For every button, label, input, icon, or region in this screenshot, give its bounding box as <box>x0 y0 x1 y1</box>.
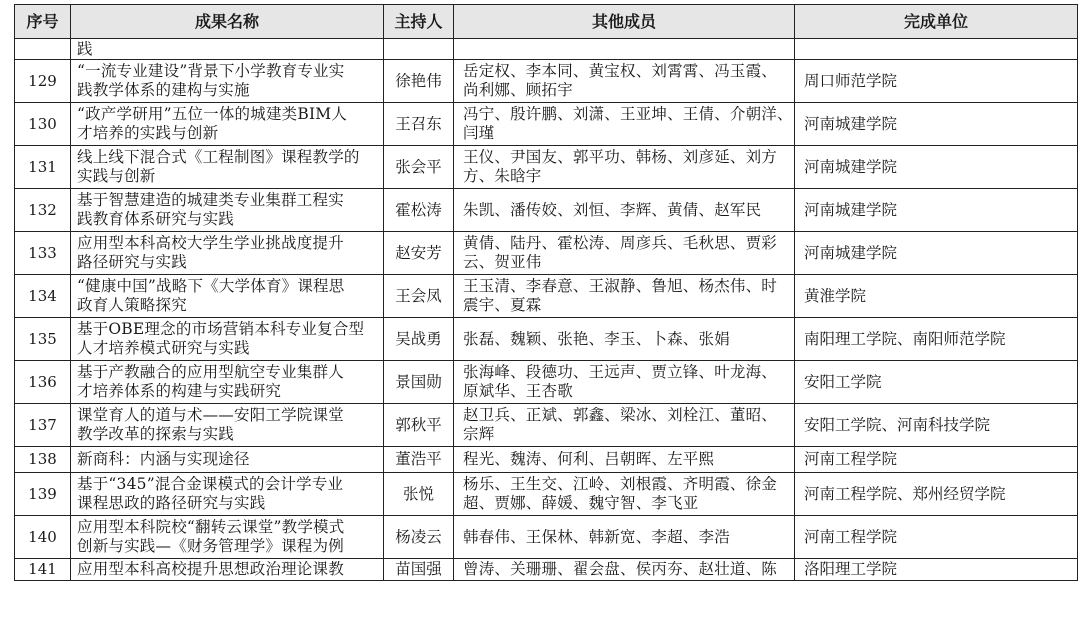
cell-members <box>454 232 795 275</box>
header-index: 序号 <box>15 5 71 39</box>
cell-members <box>454 559 795 581</box>
cell-members <box>454 275 795 318</box>
cell-index: 133 <box>15 232 71 275</box>
cell-unit <box>795 39 1078 60</box>
table-row <box>15 146 1078 189</box>
cell-host: 吴战勇 <box>384 318 454 361</box>
cell-name-line: “政产学研用”五位一体的城建类BIM人 <box>77 105 348 123</box>
cell-unit: 河南工程学院、郑州经贸学院 <box>795 473 1078 516</box>
cell-name <box>71 447 384 473</box>
cell-members-line: 程光、魏涛、何利、吕朝晖、左平熙 <box>463 450 715 468</box>
cell-name-line: 基于智慧建造的城建类专业集群工程实 <box>77 191 344 209</box>
table-row <box>15 189 1078 232</box>
table-row <box>15 559 1078 581</box>
cell-name-line: 路径研究与实践 <box>77 253 187 271</box>
cell-members-line: 冯宁、殷许鹏、刘潇、王亚坤、王倩、介朝洋、 <box>463 105 793 123</box>
cell-members <box>454 447 795 473</box>
cell-unit: 河南城建学院 <box>795 103 1078 146</box>
cell-name <box>71 189 384 232</box>
header-unit: 完成单位 <box>795 5 1078 39</box>
cell-index: 141 <box>15 559 71 581</box>
cell-host: 张悦 <box>384 473 454 516</box>
cell-unit: 洛阳理工学院 <box>795 559 1078 581</box>
cell-members <box>454 39 795 60</box>
cell-index: 137 <box>15 404 71 447</box>
cell-members-line: 王仪、尹国友、郭平功、韩杨、刘彦延、刘方 <box>463 148 778 166</box>
cell-name <box>71 516 384 559</box>
cell-index: 135 <box>15 318 71 361</box>
cell-host: 霍松涛 <box>384 189 454 232</box>
table-row <box>15 447 1078 473</box>
cell-name-line: 践 <box>77 39 93 58</box>
cell-members-line: 原斌华、王杏歌 <box>463 382 573 400</box>
cell-unit: 河南工程学院 <box>795 447 1078 473</box>
cell-unit: 周口师范学院 <box>795 60 1078 103</box>
cell-name-line: “健康中国”战略下《大学体育》课程思 <box>77 277 345 295</box>
cell-host: 苗国强 <box>384 559 454 581</box>
cell-members-line: 张磊、魏颖、张艳、李玉、卜森、张娟 <box>463 329 730 348</box>
cell-name <box>71 318 384 361</box>
cell-members-line: 尚利娜、顾拓宇 <box>463 81 573 99</box>
cell-name <box>71 404 384 447</box>
cell-host: 赵安芳 <box>384 232 454 275</box>
cell-index: 140 <box>15 516 71 559</box>
cell-members-line: 曾涛、关珊珊、翟会盘、侯丙夯、赵壮道、陈 <box>463 560 778 578</box>
achievements-table <box>14 4 1078 581</box>
cell-members-line: 赵卫兵、正斌、郭鑫、梁冰、刘栓江、董昭、 <box>463 406 778 424</box>
cell-members-line: 杨乐、王生交、江岭、刘根霞、齐明霞、徐金 <box>463 475 778 493</box>
cell-host: 张会平 <box>384 146 454 189</box>
table-row <box>15 39 1078 60</box>
header-members: 其他成员 <box>454 5 795 39</box>
table-body <box>15 39 1078 581</box>
cell-members <box>454 473 795 516</box>
cell-host: 董浩平 <box>384 447 454 473</box>
cell-members-line: 王玉清、李春意、王淑静、鲁旭、杨杰伟、时 <box>463 277 778 295</box>
table-row <box>15 516 1078 559</box>
cell-unit: 河南城建学院 <box>795 232 1078 275</box>
table-row <box>15 275 1078 318</box>
header-row <box>15 5 1078 39</box>
cell-host: 徐艳伟 <box>384 60 454 103</box>
table-row <box>15 60 1078 103</box>
cell-name-line: 践教育体系研究与实践 <box>77 210 235 228</box>
cell-members-line: 云、贺亚伟 <box>463 253 542 271</box>
cell-members <box>454 516 795 559</box>
cell-members <box>454 103 795 146</box>
cell-name <box>71 232 384 275</box>
cell-name <box>71 473 384 516</box>
cell-name <box>71 60 384 103</box>
cell-members <box>454 189 795 232</box>
table-row <box>15 404 1078 447</box>
cell-name-line: 实践与创新 <box>77 167 156 185</box>
cell-name-line: 创新与实践—《财务管理学》课程为例 <box>77 537 344 555</box>
cell-name-line: 才培养体系的构建与实践研究 <box>77 382 282 400</box>
cell-name-line: “一流专业建设”背景下小学教育专业实 <box>77 62 345 80</box>
table-row <box>15 103 1078 146</box>
table-row <box>15 318 1078 361</box>
cell-name-line: 应用型本科院校“翻转云课堂”教学模式 <box>77 518 345 536</box>
cell-name-line: 线上线下混合式《工程制图》课程教学的 <box>77 148 360 166</box>
cell-name <box>71 103 384 146</box>
cell-host: 郭秋平 <box>384 404 454 447</box>
cell-name-line: 政育人策略探究 <box>77 296 187 314</box>
cell-name-line: 基于产教融合的应用型航空专业集群人 <box>77 363 344 381</box>
cell-name-line: 教学改革的探索与实践 <box>77 425 235 443</box>
cell-members-line: 黄倩、陆丹、霍松涛、周彦兵、毛秋思、贾彩 <box>463 234 778 252</box>
header-name: 成果名称 <box>71 5 384 39</box>
cell-name-line: 基于OBE理念的市场营销本科专业复合型 <box>77 320 365 338</box>
cell-name-line: 课程思政的路径研究与实践 <box>77 494 266 512</box>
cell-unit: 安阳工学院、河南科技学院 <box>795 404 1078 447</box>
table-row <box>15 361 1078 404</box>
cell-members-line: 方、朱晗宇 <box>463 167 542 185</box>
cell-name-line: 应用型本科高校大学生学业挑战度提升 <box>77 234 344 252</box>
cell-index: 129 <box>15 60 71 103</box>
cell-name <box>71 146 384 189</box>
cell-unit: 河南工程学院 <box>795 516 1078 559</box>
cell-index: 136 <box>15 361 71 404</box>
cell-members-line: 闫瑾 <box>463 124 495 142</box>
cell-members <box>454 318 795 361</box>
cell-host <box>384 39 454 60</box>
cell-host: 杨凌云 <box>384 516 454 559</box>
cell-name <box>71 361 384 404</box>
cell-members <box>454 361 795 404</box>
cell-members-line: 超、贾娜、薛媛、魏守智、李飞亚 <box>463 494 699 512</box>
cell-members-line: 韩春伟、王保林、韩新宽、李超、李浩 <box>463 527 730 546</box>
cell-members-line: 宗辉 <box>463 425 495 443</box>
cell-index <box>15 39 71 60</box>
cell-index: 131 <box>15 146 71 189</box>
cell-name-line: 人才培养模式研究与实践 <box>77 339 250 357</box>
cell-index: 132 <box>15 189 71 232</box>
cell-index: 138 <box>15 447 71 473</box>
cell-index: 130 <box>15 103 71 146</box>
header-host: 主持人 <box>384 5 454 39</box>
cell-name-line: 践教学体系的建构与实施 <box>77 81 250 99</box>
cell-unit: 南阳理工学院、南阳师范学院 <box>795 318 1078 361</box>
cell-host: 王召东 <box>384 103 454 146</box>
cell-name-line: 基于“345”混合金课模式的会计学专业 <box>77 475 344 493</box>
cell-index: 134 <box>15 275 71 318</box>
cell-host: 王会凤 <box>384 275 454 318</box>
cell-unit: 安阳工学院 <box>795 361 1078 404</box>
cell-name-line: 新商科：内涵与实现途径 <box>77 450 250 468</box>
cell-name <box>71 559 384 581</box>
cell-unit: 黄淮学院 <box>795 275 1078 318</box>
cell-members-line: 朱凯、潘传姣、刘恒、李辉、黄倩、赵军民 <box>463 200 762 219</box>
cell-name-line: 才培养的实践与创新 <box>77 124 219 142</box>
cell-unit: 河南城建学院 <box>795 189 1078 232</box>
cell-members <box>454 60 795 103</box>
cell-name-line: 应用型本科高校提升思想政治理论课教 <box>77 560 344 578</box>
cell-members-line: 岳定权、李本同、黄宝权、刘霄霄、冯玉霞、 <box>463 62 778 80</box>
table-row <box>15 473 1078 516</box>
cell-unit: 河南城建学院 <box>795 146 1078 189</box>
cell-host: 景国勋 <box>384 361 454 404</box>
cell-members-line: 张海峰、段德功、王远声、贾立锋、叶龙海、 <box>463 363 778 381</box>
cell-name <box>71 275 384 318</box>
cell-name-line: 课堂育人的道与术——安阳工学院课堂 <box>77 406 344 424</box>
cell-index: 139 <box>15 473 71 516</box>
cell-members <box>454 146 795 189</box>
table-row <box>15 232 1078 275</box>
cell-members-line: 震宇、夏霖 <box>463 296 542 314</box>
cell-members <box>454 404 795 447</box>
cell-name <box>71 39 384 60</box>
